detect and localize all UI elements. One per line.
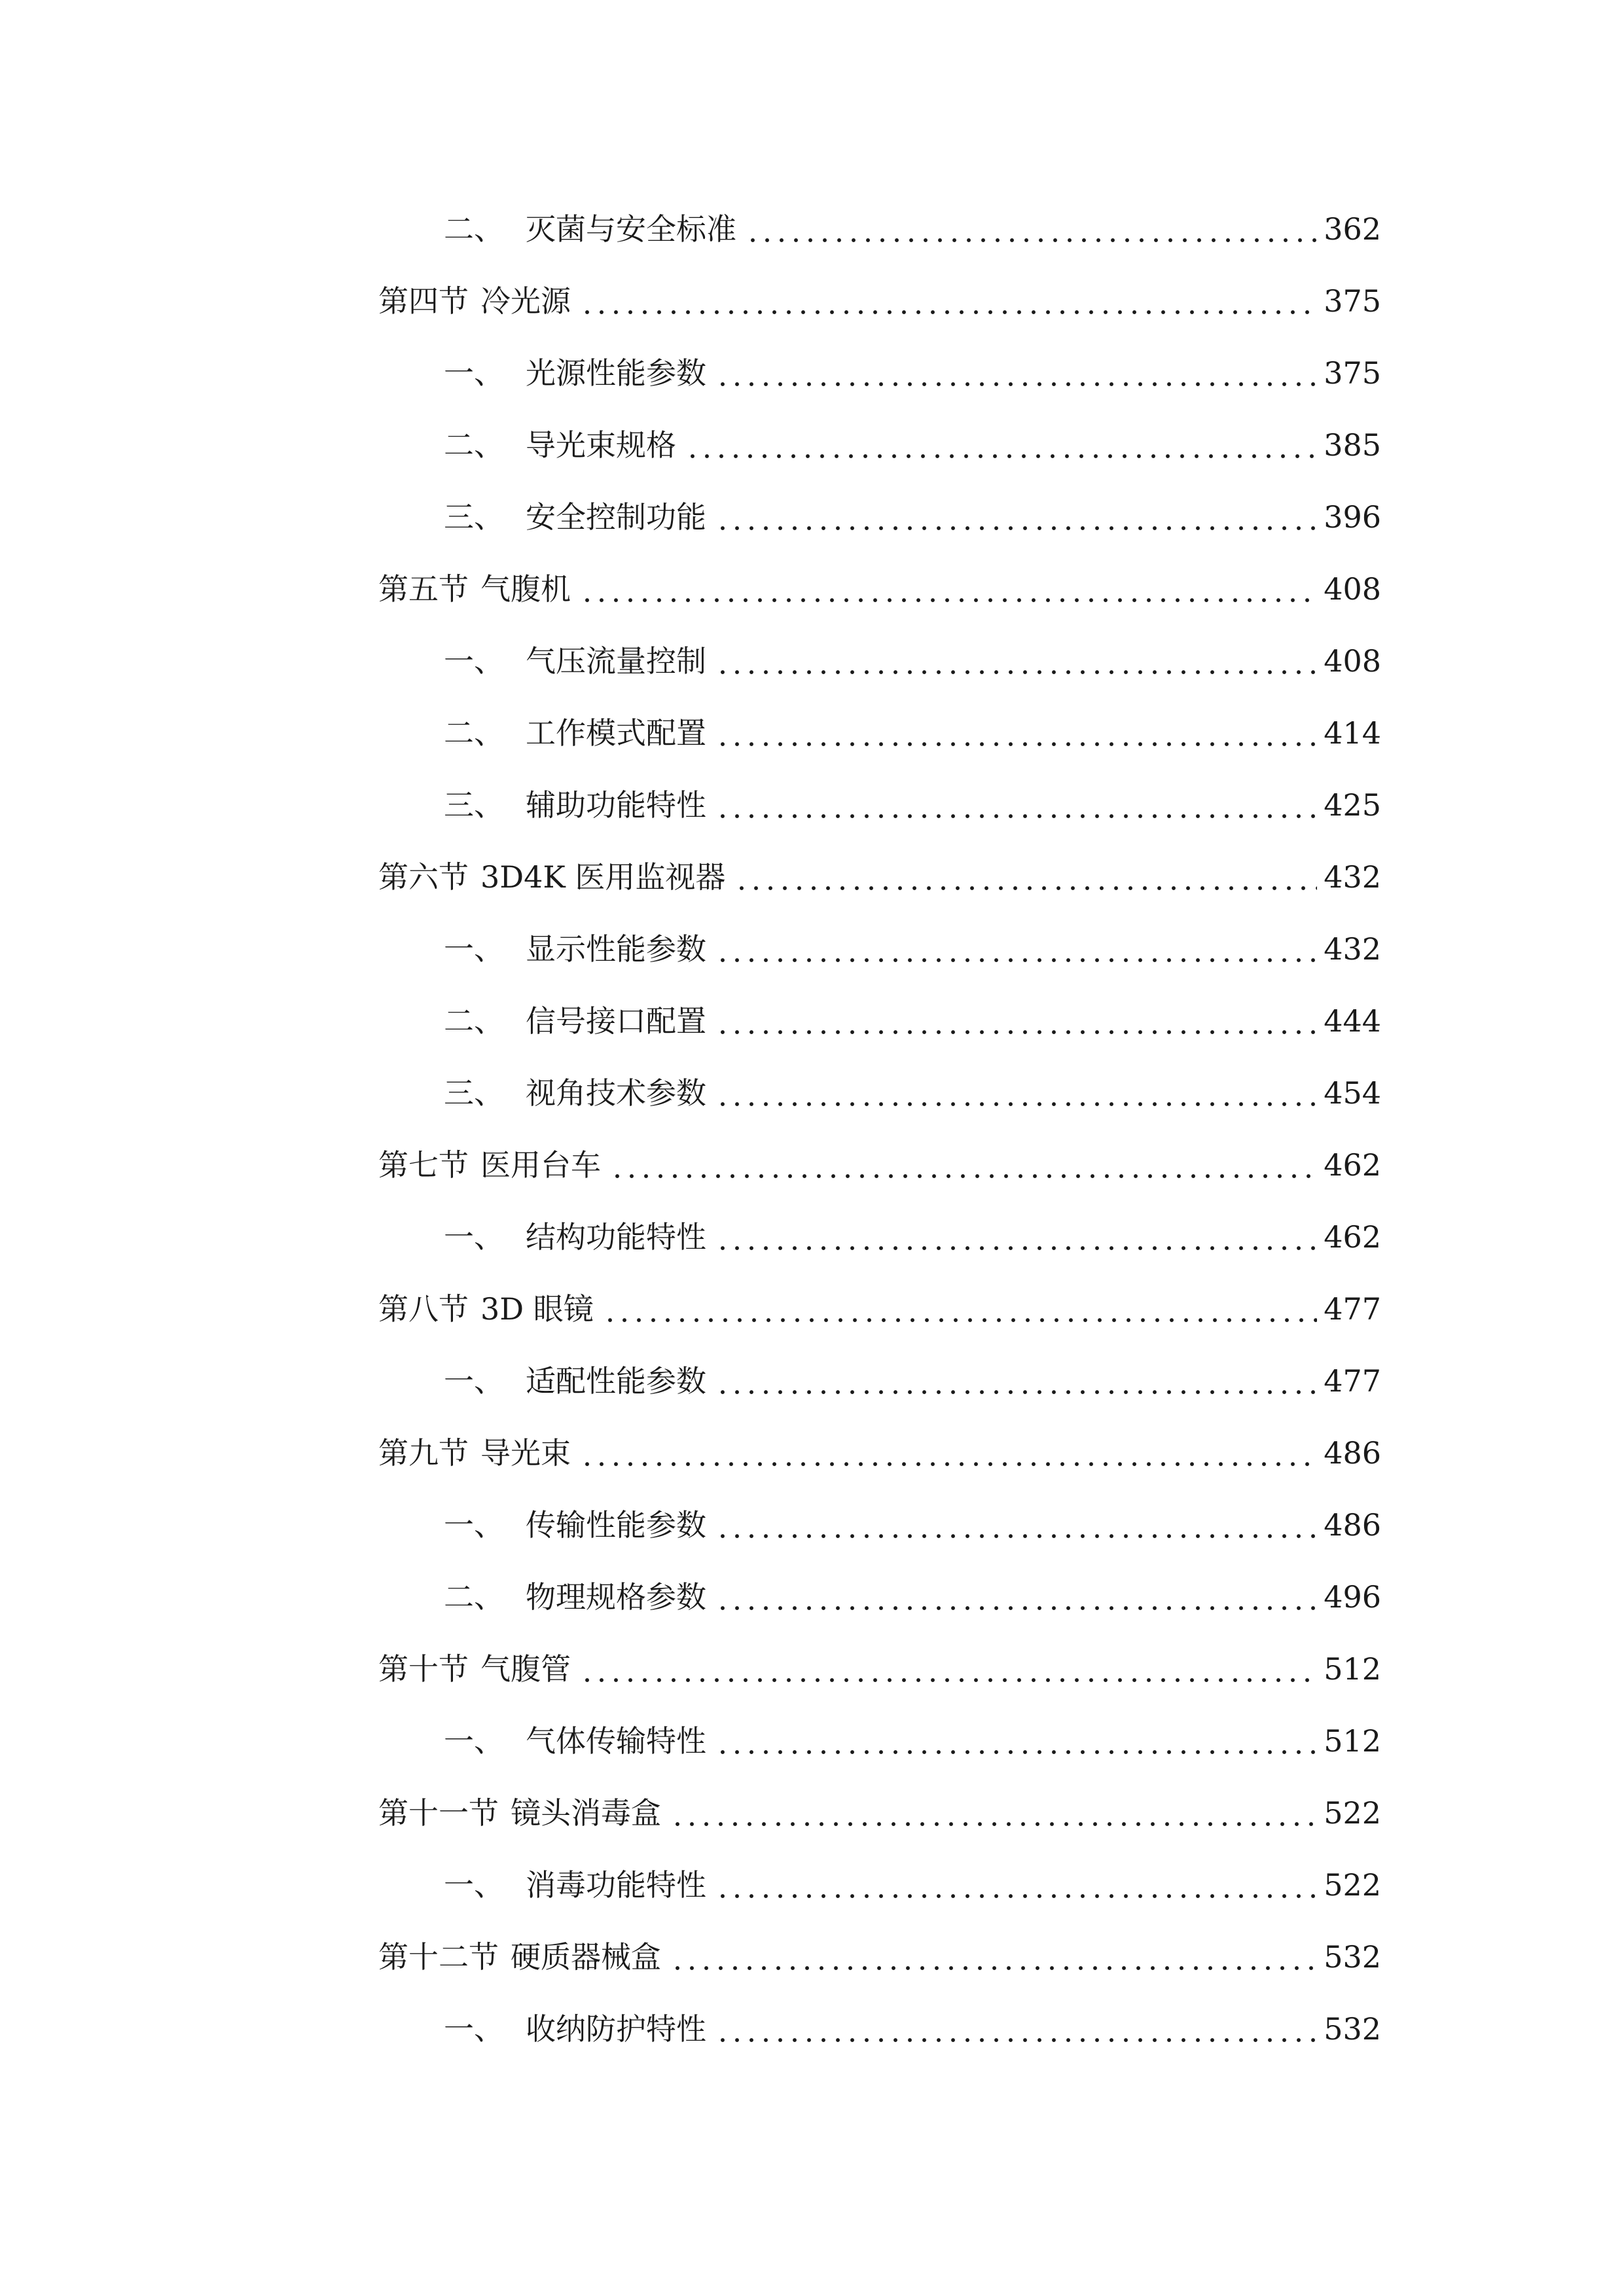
toc-entry[interactable]	[378, 841, 1381, 913]
toc-entry-number: 一、	[444, 643, 504, 679]
toc-dot-leader	[715, 790, 1317, 820]
toc-entry-title: 收纳防护特性	[526, 2011, 706, 2047]
toc-entry-title: 辅助功能特性	[526, 787, 706, 823]
toc-entry-page: 432	[1324, 859, 1381, 895]
toc-entry[interactable]	[378, 625, 1381, 697]
toc-entry-page: 414	[1324, 715, 1381, 751]
toc-entry[interactable]	[378, 337, 1381, 409]
toc-entry-title: 信号接口配置	[526, 1003, 706, 1039]
toc-entry[interactable]	[378, 1849, 1381, 1921]
toc-entry-page: 486	[1324, 1507, 1381, 1543]
toc-entry[interactable]	[378, 1489, 1381, 1561]
toc-entry-page: 385	[1324, 427, 1381, 463]
toc-entry-title: 气腹机	[480, 571, 571, 607]
toc-entry-number: 二、	[444, 1579, 504, 1615]
toc-dot-leader	[715, 1078, 1317, 1108]
toc-entry-page: 454	[1324, 1075, 1381, 1111]
toc-dot-leader	[715, 646, 1317, 676]
toc-entry-page: 486	[1324, 1435, 1381, 1471]
toc-entry-page: 477	[1324, 1291, 1381, 1327]
toc-dot-leader	[715, 1870, 1317, 1900]
toc-entry-number: 一、	[444, 2011, 504, 2047]
toc-entry[interactable]	[378, 1417, 1381, 1489]
toc-dot-leader	[715, 1510, 1317, 1540]
toc-entry[interactable]	[378, 409, 1381, 481]
toc-entry-title: 气压流量控制	[526, 643, 706, 679]
toc-entry-page: 522	[1324, 1867, 1381, 1903]
toc-entry[interactable]	[378, 481, 1381, 553]
toc-entry[interactable]	[378, 193, 1381, 265]
toc-entry-page: 444	[1324, 1003, 1381, 1039]
toc-entry-number: 一、	[444, 931, 504, 967]
toc-entry-page: 425	[1324, 787, 1381, 823]
toc-entry[interactable]	[378, 985, 1381, 1057]
toc-entry-number: 二、	[444, 1003, 504, 1039]
toc-entry-page: 512	[1324, 1723, 1381, 1759]
toc-entry-page: 408	[1324, 571, 1381, 607]
toc-entry[interactable]	[378, 1921, 1381, 1993]
table-of-contents	[378, 193, 1381, 2065]
toc-entry-title: 视角技术参数	[526, 1075, 706, 1111]
toc-dot-leader	[746, 214, 1317, 244]
toc-entry-number: 一、	[444, 1507, 504, 1543]
toc-entry[interactable]	[378, 697, 1381, 769]
toc-dot-leader	[715, 358, 1317, 388]
toc-entry-title: 气腹管	[480, 1651, 571, 1687]
toc-entry-number: 第十一节	[378, 1795, 499, 1831]
toc-entry-number: 二、	[444, 211, 504, 247]
toc-entry-number: 第十二节	[378, 1939, 499, 1975]
toc-entry-title: 安全控制功能	[526, 499, 706, 535]
toc-entry-title: 结构功能特性	[526, 1219, 706, 1255]
toc-dot-leader	[685, 430, 1317, 460]
toc-dot-leader	[715, 1006, 1317, 1036]
toc-entry-number: 第十节	[378, 1651, 469, 1687]
toc-entry-title: 消毒功能特性	[526, 1867, 706, 1903]
toc-entry-page: 522	[1324, 1795, 1381, 1831]
toc-entry-title: 医用台车	[480, 1147, 601, 1183]
toc-entry-number: 一、	[444, 1723, 504, 1759]
toc-entry-number: 一、	[444, 1219, 504, 1255]
toc-entry-number: 第六节	[378, 859, 469, 895]
toc-entry-title: 气体传输特性	[526, 1723, 706, 1759]
toc-entry-title: 物理规格参数	[526, 1579, 706, 1615]
toc-entry-title: 灭菌与安全标准	[526, 211, 736, 247]
toc-entry-page: 432	[1324, 931, 1381, 967]
toc-entry[interactable]	[378, 1129, 1381, 1201]
toc-entry[interactable]	[378, 1273, 1381, 1345]
toc-entry[interactable]	[378, 1201, 1381, 1273]
toc-entry-page: 375	[1324, 355, 1381, 391]
toc-entry-number: 第九节	[378, 1435, 469, 1471]
toc-entry-number: 第八节	[378, 1291, 469, 1327]
toc-dot-leader	[580, 574, 1317, 604]
toc-dot-leader	[610, 1150, 1317, 1180]
toc-entry-page: 375	[1324, 283, 1381, 319]
toc-dot-leader	[670, 1798, 1317, 1828]
toc-entry-title: 显示性能参数	[526, 931, 706, 967]
toc-entry[interactable]	[378, 265, 1381, 337]
toc-dot-leader	[715, 502, 1317, 532]
toc-dot-leader	[715, 718, 1317, 748]
toc-dot-leader	[580, 286, 1317, 316]
toc-entry-number: 二、	[444, 715, 504, 751]
toc-entry[interactable]	[378, 1057, 1381, 1129]
toc-entry[interactable]	[378, 769, 1381, 841]
toc-dot-leader	[734, 862, 1317, 892]
toc-entry-number: 一、	[444, 1363, 504, 1399]
toc-entry-page: 532	[1324, 1939, 1381, 1975]
toc-entry-number: 一、	[444, 355, 504, 391]
toc-entry-number: 三、	[444, 787, 504, 823]
toc-entry[interactable]	[378, 1993, 1381, 2065]
toc-entry-title: 导光束规格	[526, 427, 676, 463]
toc-entry-number: 第七节	[378, 1147, 469, 1183]
toc-entry[interactable]	[378, 1705, 1381, 1777]
toc-entry-title: 工作模式配置	[526, 715, 706, 751]
toc-dot-leader	[715, 1726, 1317, 1756]
toc-entry-page: 477	[1324, 1363, 1381, 1399]
toc-entry-title: 3D 眼镜	[480, 1291, 594, 1327]
toc-dot-leader	[670, 1942, 1317, 1972]
toc-entry-page: 462	[1324, 1219, 1381, 1255]
toc-dot-leader	[715, 934, 1317, 964]
toc-entry-title: 3D4K 医用监视器	[480, 859, 726, 895]
toc-entry-title: 镜头消毒盒	[511, 1795, 661, 1831]
toc-entry-number: 二、	[444, 427, 504, 463]
toc-entry[interactable]	[378, 1561, 1381, 1633]
toc-entry[interactable]	[378, 1633, 1381, 1705]
toc-entry-page: 408	[1324, 643, 1381, 679]
toc-dot-leader	[603, 1294, 1317, 1324]
toc-entry-number: 一、	[444, 1867, 504, 1903]
toc-entry-title: 适配性能参数	[526, 1363, 706, 1399]
toc-dot-leader	[715, 1222, 1317, 1252]
toc-entry-number: 三、	[444, 499, 504, 535]
toc-entry[interactable]	[378, 1777, 1381, 1849]
toc-entry-page: 362	[1324, 211, 1381, 247]
toc-entry-number: 三、	[444, 1075, 504, 1111]
toc-dot-leader	[715, 1582, 1317, 1612]
toc-entry[interactable]	[378, 1345, 1381, 1417]
toc-entry[interactable]	[378, 553, 1381, 625]
toc-dot-leader	[715, 1366, 1317, 1396]
toc-entry-page: 512	[1324, 1651, 1381, 1687]
toc-entry-title: 传输性能参数	[526, 1507, 706, 1543]
toc-entry-number: 第五节	[378, 571, 469, 607]
toc-dot-leader	[580, 1654, 1317, 1684]
toc-entry-page: 532	[1324, 2011, 1381, 2047]
toc-entry-page: 396	[1324, 499, 1381, 535]
toc-entry[interactable]	[378, 913, 1381, 985]
toc-entry-title: 光源性能参数	[526, 355, 706, 391]
toc-entry-page: 462	[1324, 1147, 1381, 1183]
toc-entry-page: 496	[1324, 1579, 1381, 1615]
toc-entry-title: 导光束	[480, 1435, 571, 1471]
toc-entry-number: 第四节	[378, 283, 469, 319]
toc-entry-title: 硬质器械盒	[511, 1939, 661, 1975]
toc-dot-leader	[715, 2014, 1317, 2044]
toc-entry-title: 冷光源	[480, 283, 571, 319]
toc-dot-leader	[580, 1438, 1317, 1468]
